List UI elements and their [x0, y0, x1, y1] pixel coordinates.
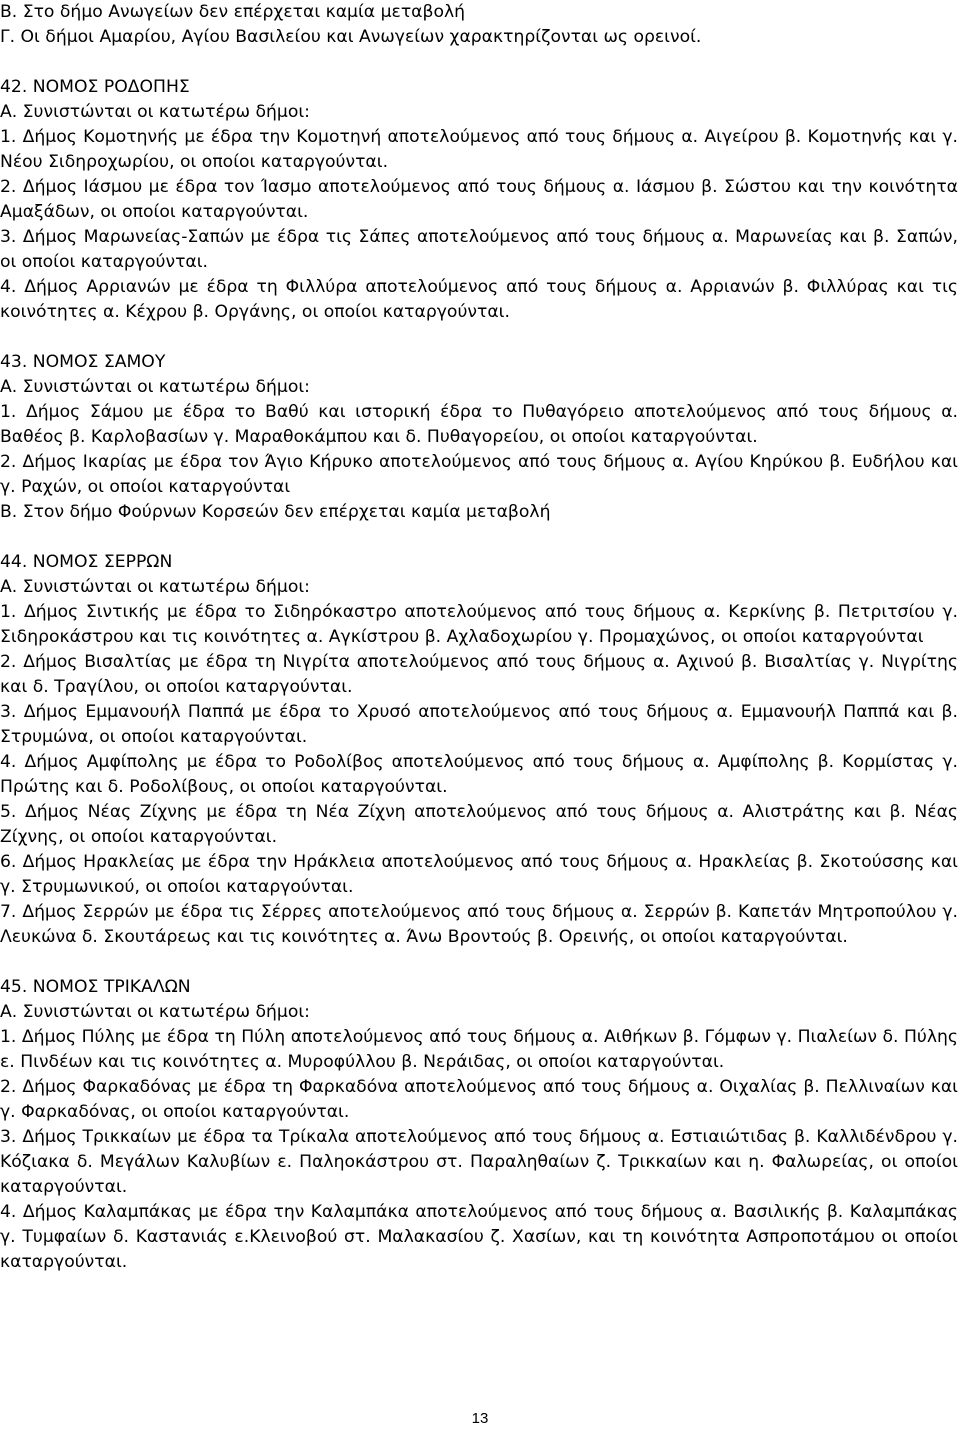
list-item: 4. Δήμος Καλαμπάκας με έδρα την Καλαμπάκα αποτελούμενος από τους δήμους α. Βασιλικής β. Καλαμπάκας γ. Τυμφαίων δ. Καστανιάς ε.Κλεινοβού στ. Μαλακασίου ζ. Χασίων, και τη κοινότητα Ασπροποτάμου οι οποίοι καταργούνται. — [0, 1202, 958, 1272]
section-title: 43. ΝΟΜΟΣ ΣΑΜΟΥ — [0, 352, 166, 372]
spacer — [0, 525, 958, 550]
paragraph-g-mountainous: Γ. Οι δήμοι Αμαρίου, Αγίου Βασιλείου και Ανωγείων χαρακτηρίζονται ως ορεινοί. — [0, 27, 702, 47]
page-number: 13 — [471, 1410, 489, 1427]
spacer — [0, 325, 958, 350]
list-item: 4. Δήμος Αρριανών με έδρα τη Φιλλύρα αποτελούμενος από τους δήμους α. Αρριανών β. Φιλλύρας και τις κοινότητες α. Κέχρου β. Οργάνης, οι οποίοι καταργούνται. — [0, 277, 958, 322]
paragraph-b-anogeia: Β. Στο δήμο Ανωγείων δεν επέρχεται καμία μεταβολή — [0, 2, 466, 22]
list-item: 3. Δήμος Μαρωνείας-Σαπών με έδρα τις Σάπες αποτελούμενος από τους δήμους α. Μαρωνείας και β. Σαπών, οι οποίοι καταργούνται. — [0, 227, 958, 272]
list-item: 2. Δήμος Φαρκαδόνας με έδρα τη Φαρκαδόνα αποτελούμενος από τους δήμους α. Οιχαλίας β. Πελλιναίων και γ. Φαρκαδόνας, οι οποίοι καταργούνται. — [0, 1077, 958, 1122]
list-item: 3. Δήμος Εμμανουήλ Παππά με έδρα το Χρυσό αποτελούμενος από τους δήμους α. Εμμανουήλ Παππά και β. Στρυμώνα, οι οποίοι καταργούνται. — [0, 702, 958, 747]
section-title: 42. ΝΟΜΟΣ ΡΟΔΟΠΗΣ — [0, 77, 190, 97]
spacer — [0, 50, 958, 75]
section-trikala — [0, 975, 958, 1275]
section-serres — [0, 550, 958, 950]
list-item: 1. Δήμος Σάμου με έδρα το Βαθύ και ιστορική έδρα το Πυθαγόρειο αποτελούμενος από τους δήμους α. Βαθέος β. Καρλοβασίων γ. Μαραθοκάμπου και δ. Πυθαγορείου, οι οποίοι καταργούνται. — [0, 402, 958, 447]
list-item: 3. Δήμος Τρικκαίων με έδρα τα Τρίκαλα αποτελούμενος από τους δήμους α. Εστιαιώτιδας β. Καλλιδένδρου γ. Κόζιακα δ. Μεγάλων Καλυβίων ε. Παληοκάστρου στ. Παραληθαίων ζ. Τρικκαίων και η. Φαλωρείας, οι οποίοι καταργούνται. — [0, 1127, 958, 1197]
list-item: 1. Δήμος Κομοτηνής με έδρα την Κομοτηνή αποτελούμενος από τους δήμους α. Αιγείρου β. Κομοτηνής και γ. Νέου Σιδηροχωρίου, οι οποίοι καταργούνται. — [0, 127, 958, 172]
list-item: 2. Δήμος Βισαλτίας με έδρα τη Νιγρίτα αποτελούμενος από τους δήμους α. Αχινού β. Βισαλτίας γ. Νιγρίτης και δ. Τραγίλου, οι οποίοι καταργούνται. — [0, 652, 958, 697]
section-title: 44. ΝΟΜΟΣ ΣΕΡΡΩΝ — [0, 552, 173, 572]
section-intro: Α. Συνιστώνται οι κατωτέρω δήμοι: — [0, 1002, 310, 1022]
spacer — [0, 950, 958, 975]
list-item: Β. Στον δήμο Φούρνων Κορσεών δεν επέρχεται καμία μεταβολή — [0, 502, 551, 522]
list-item: 5. Δήμος Νέας Ζίχνης με έδρα τη Νέα Ζίχνη αποτελούμενος από τους δήμους α. Αλιστράτης και β. Νέας Ζίχνης, οι οποίοι καταργούνται. — [0, 802, 958, 847]
list-item: 1. Δήμος Σιντικής με έδρα το Σιδηρόκαστρο αποτελούμενος από τους δήμους α. Κερκίνης β. Πετριτσίου γ. Σιδηροκάστρου και τις κοινότητες α. Αγκίστρου β. Αχλαδοχωρίου γ. Προμαχώνος, οι οποίοι καταργούνται — [0, 602, 958, 647]
section-samos — [0, 350, 958, 525]
list-item: 4. Δήμος Αμφίπολης με έδρα το Ροδολίβος αποτελούμενος από τους δήμους α. Αμφίπολης β. Κορμίστας γ. Πρώτης και δ. Ροδολίβους, οι οποίοι καταργούνται. — [0, 752, 958, 797]
list-item: 7. Δήμος Σερρών με έδρα τις Σέρρες αποτελούμενος από τους δήμους α. Σερρών β. Καπετάν Μητροπούλου γ. Λευκώνα δ. Σκουτάρεως και τις κοινότητες α. Άνω Βροντούς β. Ορεινής, οι οποίοι καταργούνται. — [0, 902, 958, 947]
list-item: 2. Δήμος Ικαρίας με έδρα τον Άγιο Κήρυκο αποτελούμενος από τους δήμους α. Αγίου Κηρύκου β. Ευδήλου και γ. Ραχών, οι οποίοι καταργούνται — [0, 452, 958, 497]
section-rodopi — [0, 75, 958, 325]
list-item: 1. Δήμος Πύλης με έδρα τη Πύλη αποτελούμενος από τους δήμους α. Αιθήκων β. Γόμφων γ. Πιαλείων δ. Πύλης ε. Πινδέων και τις κοινότητες α. Μυροφύλλου β. Νεράιδας, οι οποίοι καταργούνται. — [0, 1027, 958, 1072]
list-item: 2. Δήμος Ιάσμου με έδρα τον Ίασμο αποτελούμενος από τους δήμους α. Ιάσμου β. Σώστου και την κοινότητα Αμαξάδων, οι οποίοι καταργούνται. — [0, 177, 958, 222]
section-intro: Α. Συνιστώνται οι κατωτέρω δήμοι: — [0, 377, 310, 397]
section-title: 45. ΝΟΜΟΣ ΤΡΙΚΑΛΩΝ — [0, 977, 191, 997]
section-intro: Α. Συνιστώνται οι κατωτέρω δήμοι: — [0, 102, 310, 122]
list-item: 6. Δήμος Ηρακλείας με έδρα την Ηράκλεια αποτελούμενος από τους δήμους α. Ηρακλείας β. Σκοτούσσης και γ. Στρυμωνικού, οι οποίοι καταργούνται. — [0, 852, 958, 897]
section-intro: Α. Συνιστώνται οι κατωτέρω δήμοι: — [0, 577, 310, 597]
